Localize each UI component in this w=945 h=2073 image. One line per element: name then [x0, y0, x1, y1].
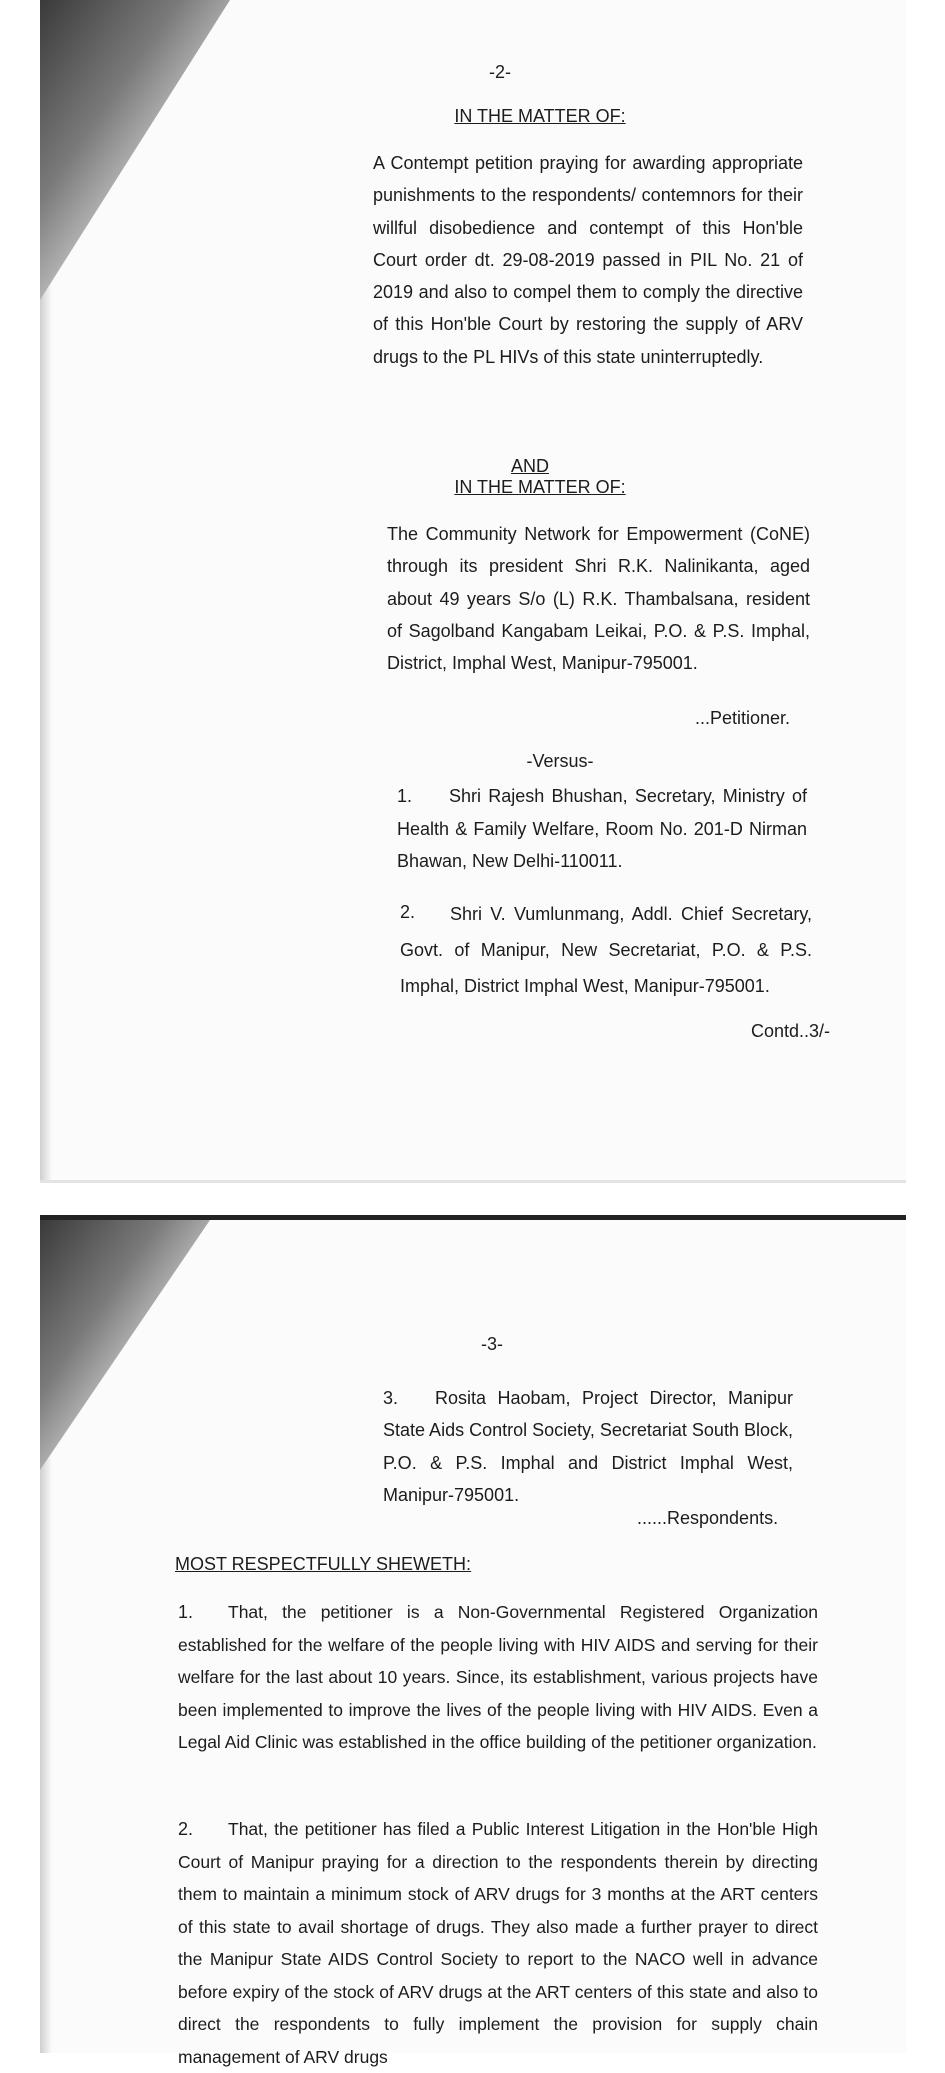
- petitioner-paragraph: The Community Network for Empowerment (CoNE) through its president Shri R.K. Nalinikanta, aged about 49 years S/o (L) R.K. Thambalsana, resident of Sagolband Kangabam Leikai, P.O. & P.S. Imphal, District, Imphal West, Manipur-795001.: [387, 524, 810, 674]
- and-label: AND: [510, 456, 549, 476]
- para-2-text: That, the petitioner has filed a Public Interest Litigation in the Hon'ble High Court of Manipur praying for a direction to the respondents therein by directing them to maintain a minimum stock of ARV drugs for 3 months at the ART centers of this state to avail shortage of drugs. They also made a further prayer to direct the Manipur State AIDS Control Society to report to the NACO well in advance before expiry of the stock of ARV drugs at the ART centers of this state and also to direct the respondents to fully implement the provision for supply chain management of ARV drugs: [178, 1819, 818, 2067]
- respondent-2-number: 2.: [400, 902, 416, 922]
- petitioner-label: ...Petitioner.: [695, 708, 791, 728]
- page-fold-shadow: [40, 0, 230, 300]
- respondent-1-text: Shri Rajesh Bhushan, Secretary, Ministry of Health & Family Welfare, Room No. 201-D Nirman Bhawan, New Delhi-110011.: [397, 786, 807, 871]
- sheweth-heading: MOST RESPECTFULLY SHEWETH:: [175, 1554, 472, 1574]
- page-number: -3-: [481, 1334, 503, 1354]
- matter-heading: IN THE MATTER OF:: [454, 106, 626, 126]
- respondent-3-number: 3.: [383, 1388, 399, 1408]
- page-number: -2-: [489, 62, 511, 82]
- respondent-1-number: 1.: [397, 786, 413, 806]
- respondents-label: ......Respondents.: [637, 1508, 779, 1528]
- versus-label: -Versus-: [526, 751, 594, 771]
- respondent-2-text: Shri V. Vumlunmang, Addl. Chief Secretary, Govt. of Manipur, New Secretariat, P.O. & P.S. Imphal, District Imphal West, Manipur-795001.: [400, 904, 812, 996]
- para-1-text: That, the petitioner is a Non-Governmental Registered Organization established for the welfare of the people living with HIV AIDS and serving for their welfare for the last about 10 years. Since, its establishment, various projects have been implemented to improve the lives of the people living with HIV AIDS. Even a Legal Aid Clinic was established in the office building of the petitioner organization.: [178, 1602, 818, 1752]
- document-page-3: [40, 1215, 906, 2067]
- page-fold-shadow: [40, 1220, 210, 1470]
- contd-label: Contd..3/-: [751, 1021, 831, 1041]
- para-1-number: 1.: [178, 1602, 194, 1622]
- para-2-number: 2.: [178, 1819, 194, 1839]
- respondent-3-text: Rosita Haobam, Project Director, Manipur State Aids Control Society, Secretariat South Block, P.O. & P.S. Imphal and District Imphal West, Manipur-795001.: [383, 1388, 793, 1505]
- matter-heading-2: IN THE MATTER OF:: [454, 477, 626, 497]
- document-page-2: [40, 0, 906, 1183]
- matter-paragraph: A Contempt petition praying for awarding appropriate punishments to the respondents/ contemnors for their willful disobedience and contempt of this Hon'ble Court order dt. 29-08-2019 passed in PIL No. 21 of 2019 and also to compel them to comply the directive of this Hon'ble Court by restoring the supply of ARV drugs to the PL HIVs of this state uninterruptedly.: [373, 153, 803, 367]
